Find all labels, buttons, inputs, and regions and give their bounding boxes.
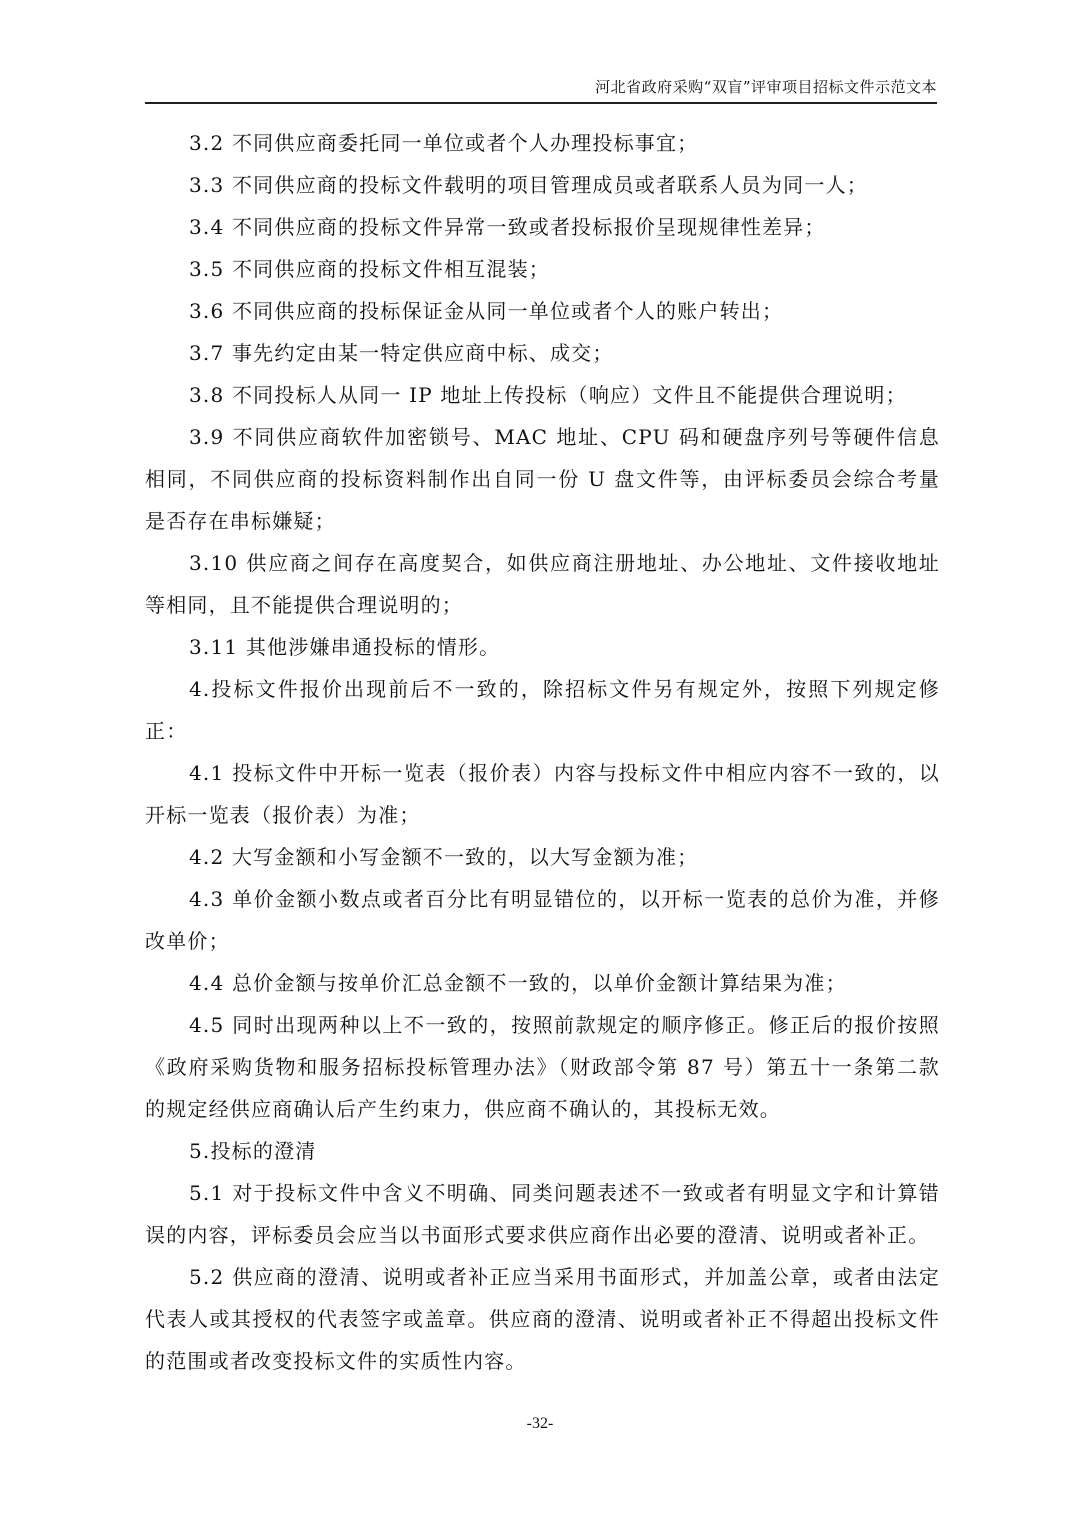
paragraph: 3.8 不同投标人从同一 IP 地址上传投标（响应）文件且不能提供合理说明； [189, 383, 907, 407]
paragraph: 4.3 单价金额小数点或者百分比有明显错位的，以开标一览表的总价为准，并修改单价； [145, 887, 940, 953]
paragraph: 3.11 其他涉嫌串通投标的情形。 [189, 635, 501, 659]
paragraph: 4.5 同时出现两种以上不一致的，按照前款规定的顺序修正。修正后的报价按照《政府采购货物和服务招标投标管理办法》（财政部令第 87 号）第五十一条第二款的规定经供应商确认后产生约束力，供应商不确认的，其投标无效。 [145, 1013, 940, 1121]
paragraph: 3.10 供应商之间存在高度契合，如供应商注册地址、办公地址、文件接收地址等相同，且不能提供合理说明的； [145, 551, 940, 617]
paragraph: 3.7 事先约定由某一特定供应商中标、成交； [189, 341, 614, 365]
document-title: 河北省政府采购“双盲”评审项目招标文件示范文本 [595, 78, 937, 96]
paragraph: 5.2 供应商的澄清、说明或者补正应当采用书面形式，并加盖公章，或者由法定代表人或其授权的代表签字或盖章。供应商的澄清、说明或者补正不得超出投标文件的范围或者改变投标文件的实质性内容。 [145, 1265, 940, 1373]
paragraph: 3.5 不同供应商的投标文件相互混装； [189, 257, 550, 281]
paragraph: 3.4 不同供应商的投标文件异常一致或者投标报价呈现规律性差异； [189, 215, 826, 239]
paragraph: 4.2 大写金额和小写金额不一致的，以大写金额为准； [189, 845, 699, 869]
paragraph: 4.1 投标文件中开标一览表（报价表）内容与投标文件中相应内容不一致的，以开标一览表（报价表）为准； [145, 761, 940, 827]
page-number: -32- [526, 1415, 554, 1432]
paragraph: 3.3 不同供应商的投标文件载明的项目管理成员或者联系人员为同一人； [189, 173, 868, 197]
document-body [145, 122, 940, 1382]
paragraph: 4.投标文件报价出现前后不一致的，除招标文件另有规定外，按照下列规定修正： [145, 677, 940, 743]
paragraph: 4.4 总价金额与按单价汇总金额不一致的，以单价金额计算结果为准； [189, 971, 847, 995]
paragraph: 5.1 对于投标文件中含义不明确、同类问题表述不一致或者有明显文字和计算错误的内容，评标委员会应当以书面形式要求供应商作出必要的澄清、说明或者补正。 [145, 1181, 940, 1247]
paragraph: 3.9 不同供应商软件加密锁号、MAC 地址、CPU 码和硬盘序列号等硬件信息相同，不同供应商的投标资料制作出自同一份 U 盘文件等，由评标委员会综合考量是否存在串标嫌疑； [145, 425, 940, 533]
paragraph: 3.2 不同供应商委托同一单位或者个人办理投标事宜； [189, 131, 699, 155]
page-header [145, 74, 937, 104]
paragraph: 3.6 不同供应商的投标保证金从同一单位或者个人的账户转出； [189, 299, 784, 323]
section-heading: 5.投标的澄清 [189, 1139, 317, 1163]
